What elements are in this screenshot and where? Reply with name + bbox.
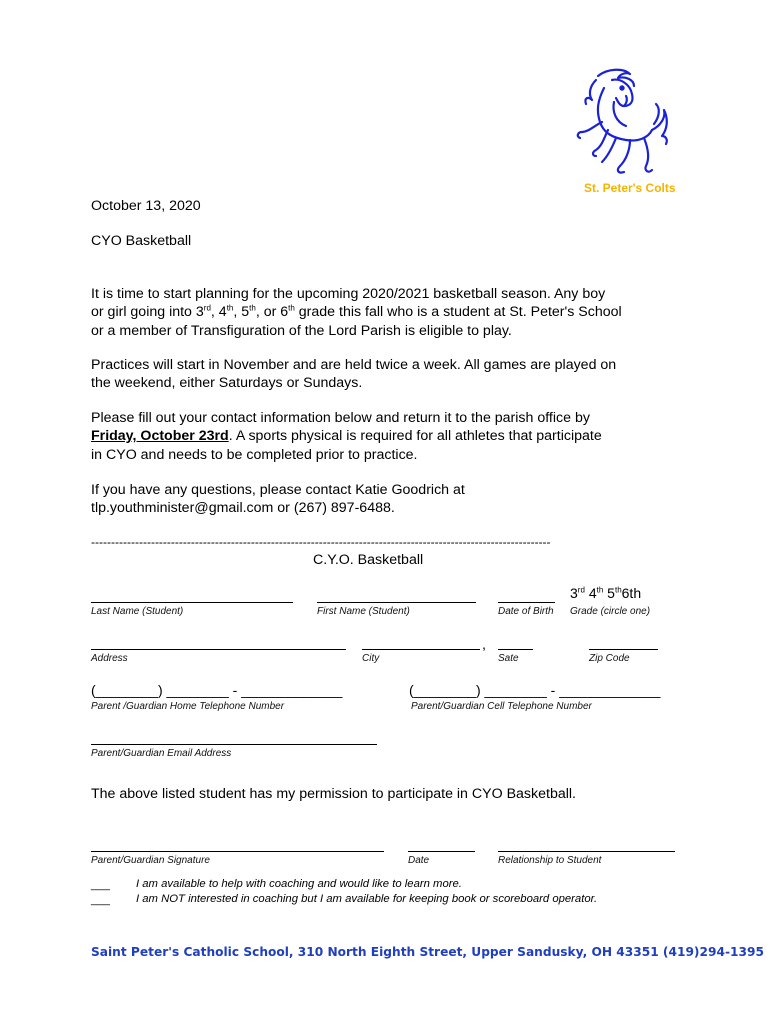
date-of-birth-field[interactable] [498,602,555,603]
signature-date-label: Date [408,855,430,866]
email-field[interactable] [91,744,377,745]
dob-label: Date of Birth [498,606,554,617]
zip-code-field[interactable] [589,649,658,650]
option-2-text: I am NOT interested in coaching but I am available for keeping book or scoreboard operator. [136,893,598,905]
paragraph-4 [91,481,691,518]
paragraph-1-line-1: It is time to start planning for the upcoming 2020/2021 basketball season. Any boy [91,286,606,302]
address-field[interactable] [91,649,346,650]
paragraph-3 [91,409,691,464]
state-field[interactable] [498,649,533,650]
city-field[interactable] [362,649,480,650]
option-2-blank[interactable]: ___ [91,894,110,906]
city-label: City [362,653,380,664]
paragraph-3-line-1: Please fill out your contact information below and return it to the parish office by [91,410,590,426]
permission-statement: The above listed student has my permission to participate in CYO Basketball. [91,786,576,802]
grade-options [570,585,641,601]
paragraph-2 [91,356,691,393]
grade-option-5[interactable]: 5th [607,585,622,601]
home-phone-label: Parent /Guardian Home Telephone Number [91,701,285,712]
paragraph-1-line-3: or a member of Transfiguration of the Lord Parish is eligible to play. [91,322,512,339]
option-1-blank[interactable]: ___ [91,879,110,891]
city-comma: , [482,637,486,653]
email-label: Parent/Guardian Email Address [91,748,232,759]
signature-date-field[interactable] [408,851,475,852]
relationship-label: Relationship to Student [498,855,602,866]
paragraph-2-line-2: the weekend, either Saturdays or Sundays. [91,375,363,392]
horse-logo-icon [568,66,672,178]
grade-option-3[interactable]: 3rd [570,585,585,601]
paragraph-2-line-1: Practices will start in November and are held twice a week. All games are played on [91,357,617,373]
grade-option-4[interactable]: 4th [588,585,604,601]
last-name-label: Last Name (Student) [91,606,184,617]
paragraph-3-line-3: in CYO and needs to be completed prior to practice. [91,446,418,463]
deadline-text: Friday, October 23rd [91,428,229,445]
grade-option-6[interactable]: 6th [621,585,642,601]
last-name-field[interactable] [91,602,293,603]
relationship-field[interactable] [498,851,675,852]
school-footer: Saint Peter's Catholic School, 310 North Eighth Street, Upper Sandusky, OH 43351 (419)294-1395 [91,945,764,959]
form-title: C.Y.O. Basketball [313,552,424,568]
paragraph-1 [91,285,691,340]
grade-label: Grade (circle one) [570,606,651,617]
signature-field[interactable] [91,851,384,852]
first-name-field[interactable] [317,602,476,603]
letter-date: October 13, 2020 [91,198,201,214]
paragraph-3-line-2: Friday, October 23rd. A sports physical is required for all athletes that participate [91,428,602,445]
paragraph-4-line-1: If you have any questions, please contact Katie Goodrich at [91,482,465,498]
paragraph-4-line-2: tlp.youthminister@gmail.com or (267) 897-6488. [91,500,395,517]
letter-subject: CYO Basketball [91,233,192,249]
address-label: Address [91,653,128,664]
state-label: Sate [498,653,519,664]
logo-caption: St. Peter's Colts [584,181,676,195]
cell-phone-field[interactable]: (________) ________ - _____________ [409,682,661,698]
home-phone-field[interactable]: (________) ________ - _____________ [91,682,343,698]
cut-line-separator: ------------------------------------------------------------------------------------------------------------------- [91,535,551,549]
cell-phone-label: Parent/Guardian Cell Telephone Number [411,701,592,712]
option-1-text: I am available to help with coaching and would like to learn more. [136,878,462,890]
paragraph-1-line-2: or girl going into 3rd, 4th, 5th, or 6th grade this fall who is a student at St. Peter's School [91,303,622,321]
zip-label: Zip Code [589,653,630,664]
signature-label: Parent/Guardian Signature [91,855,210,866]
first-name-label: First Name (Student) [317,606,410,617]
